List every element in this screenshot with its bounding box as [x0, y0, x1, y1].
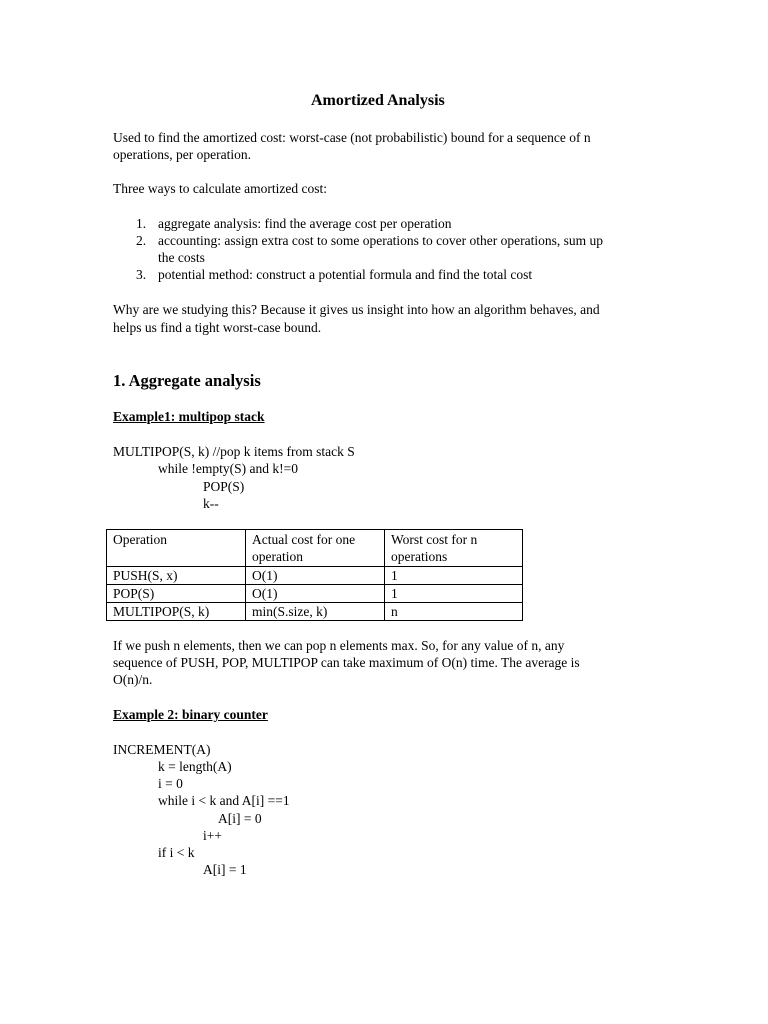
conclusion-line-1: If we push n elements, then we can pop n elements max. So, for any value of n, any — [113, 638, 565, 653]
intro-line-1: Used to find the amortized cost: worst-case (not probabilistic) bound for a sequence of n — [113, 130, 591, 145]
section-heading: 1. Aggregate analysis — [113, 371, 261, 390]
table-cell: O(1) — [246, 567, 385, 585]
why-line-1: Why are we studying this? Because it gives us insight into how an algorithm behaves, and — [113, 302, 600, 317]
list-item: aggregate analysis: find the average cost per operation — [158, 216, 452, 231]
code-line: i++ — [203, 828, 222, 843]
code-line: if i < k — [158, 845, 195, 860]
list-item-number: 1. — [136, 216, 147, 231]
table-cell: PUSH(S, x) — [107, 567, 246, 585]
code-line: MULTIPOP(S, k) //pop k items from stack S — [113, 444, 355, 459]
table-cell: MULTIPOP(S, k) — [107, 603, 246, 621]
code-line: while i < k and A[i] ==1 — [158, 793, 290, 808]
intro-line-2: operations, per operation. — [113, 147, 251, 162]
operations-table — [106, 529, 523, 621]
code-line: i = 0 — [158, 776, 183, 791]
conclusion-line-3: O(n)/n. — [113, 672, 153, 687]
header-text: Actual cost for one — [252, 532, 356, 547]
list-item: accounting: assign extra cost to some operations to cover other operations, sum up — [158, 233, 604, 248]
list-item-number: 3. — [136, 267, 147, 282]
table-header-cell — [107, 530, 246, 567]
table-row — [107, 603, 523, 621]
table-row — [107, 585, 523, 603]
three-ways-text: Three ways to calculate amortized cost: — [113, 181, 328, 196]
code-line: k = length(A) — [158, 759, 232, 774]
example1-heading: Example1: multipop stack — [113, 409, 265, 424]
table-cell: O(1) — [246, 585, 385, 603]
list-item: potential method: construct a potential formula and find the total cost — [158, 267, 533, 282]
example2-heading: Example 2: binary counter — [113, 707, 268, 722]
table-header-row — [107, 530, 523, 567]
table-header-cell — [385, 530, 523, 567]
list-item-continuation: the costs — [158, 250, 205, 265]
code-line: A[i] = 0 — [218, 811, 262, 826]
code-line: while !empty(S) and k!=0 — [158, 461, 298, 476]
code-line: A[i] = 1 — [203, 862, 247, 877]
table-cell: n — [385, 603, 523, 621]
header-text: operation — [252, 549, 303, 564]
code-line: POP(S) — [203, 479, 245, 494]
table-cell: min(S.size, k) — [246, 603, 385, 621]
table-header-cell — [246, 530, 385, 567]
header-text: Worst cost for n — [391, 532, 478, 547]
list-item-number: 2. — [136, 233, 147, 248]
table-cell: 1 — [385, 585, 523, 603]
header-text: operations — [391, 549, 448, 564]
table-cell: POP(S) — [107, 585, 246, 603]
table-row — [107, 567, 523, 585]
why-line-2: helps us find a tight worst-case bound. — [113, 320, 322, 335]
conclusion-line-2: sequence of PUSH, POP, MULTIPOP can take maximum of O(n) time. The average is — [113, 655, 580, 670]
table-cell: 1 — [385, 567, 523, 585]
code-line: INCREMENT(A) — [113, 742, 211, 757]
code-line: k-- — [203, 496, 219, 511]
header-text: Operation — [113, 532, 167, 547]
page-title: Amortized Analysis — [311, 92, 445, 109]
